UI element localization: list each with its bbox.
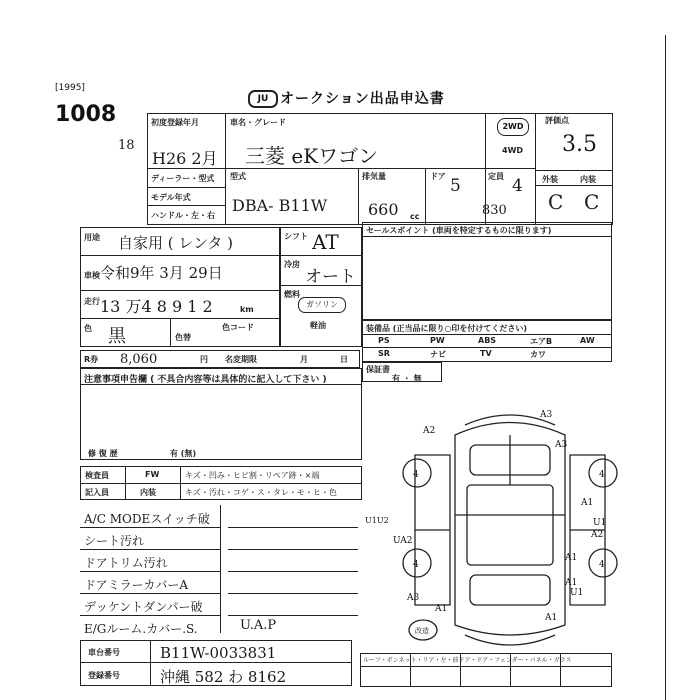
score-value: 3.5 <box>562 132 597 157</box>
recycle-month: 月 <box>300 355 308 364</box>
cc-unit: cc <box>410 212 420 221</box>
mileage-value: 13 万4 8 9 1 2 <box>100 297 213 316</box>
auction-logo: JU <box>248 90 278 108</box>
sales-point-label: セールスポイント (車両を特定するものに限ります) <box>366 226 552 235</box>
int-label: 内装 <box>580 175 596 184</box>
handle-label: ハンドル・左・右 <box>151 211 215 220</box>
year-code: [1995] <box>55 83 85 93</box>
equip-tv: TV <box>480 349 492 358</box>
mark-6: A2 <box>591 530 604 540</box>
type-value: DBA- B11W <box>232 196 328 215</box>
remark-right: U.A.P <box>240 618 277 633</box>
equip-sr: SR <box>378 349 390 358</box>
car-name: 三菱 eKワゴン <box>245 144 379 168</box>
check-row2: キズ・汚れ・コゲ・ス・タレ・モ・ヒ・色 <box>185 488 337 497</box>
tyre-fl: 4 <box>413 470 419 480</box>
color-change-label: 色替 <box>175 333 191 342</box>
repair-value: 有 (無) <box>170 449 197 458</box>
equipment-label: 装備品 (正当品に限り○印を付けてください) <box>366 324 528 333</box>
mileage-label: 走行 <box>84 297 100 306</box>
equip-leather: カワ <box>530 350 546 359</box>
mark-10: A1 <box>435 604 448 614</box>
mark-1: A2 <box>423 426 436 436</box>
remark-3: ドアトリム汚れ <box>84 556 168 570</box>
mark-9: A3 <box>407 593 420 603</box>
shift-value: AT <box>312 230 339 254</box>
dealer-label: ディーラー・型式 <box>151 174 215 183</box>
plate-value: 沖縄 582 わ 8162 <box>160 668 287 686</box>
aircon-value: オート <box>305 267 356 287</box>
check-row1: キズ・凹み・ヒビ割・リペア跡・×端 <box>185 471 320 480</box>
remark-1: A/C MODEスイッチ破 <box>84 512 210 526</box>
tyre-fr: 4 <box>599 470 605 480</box>
reg-label: 初度登録年月 <box>151 118 199 127</box>
shift-label: シフト <box>284 232 308 241</box>
type-label: 型式 <box>230 172 246 181</box>
mark-11: A1 <box>545 613 558 623</box>
seats-value: 4 <box>512 176 523 196</box>
aircon-label: 冷房 <box>284 260 300 269</box>
form-title: オークション出品申込書 <box>280 91 445 107</box>
mark-12: U1 <box>570 588 584 598</box>
seats-label: 定員 <box>488 172 504 181</box>
page-edge <box>665 35 666 700</box>
mark-5: U1 <box>593 518 607 528</box>
cc-label: 排気量 <box>362 172 386 181</box>
inspection-label: 車検 <box>84 271 100 280</box>
equip-abs: ABS <box>478 336 497 345</box>
equip-pw: PW <box>430 336 445 345</box>
chassis-value: B11W-0033831 <box>160 644 277 662</box>
equip-navi: ナビ <box>430 350 446 359</box>
inspector-label: 検査員 <box>85 471 109 480</box>
mark-3: A3 <box>555 440 568 450</box>
doors-label: ドア <box>430 172 446 181</box>
notes-label: 注意事項申告欄 ( 不具合内容等は具体的に記入して下さい ) <box>84 375 327 385</box>
remark-5: デッケントダンパー破 <box>84 600 203 614</box>
fw-label: FW <box>145 470 160 479</box>
side-label-1: U1U2 <box>365 516 389 525</box>
fuel-note: 軽油 <box>310 321 326 330</box>
car-diagram <box>365 405 625 655</box>
inspection-value: 令和9年 3月 29日 <box>100 264 223 282</box>
equip-aw: AW <box>580 336 595 345</box>
mark-8: A1 <box>565 578 578 588</box>
reg-value: H26 2月 <box>152 149 218 168</box>
interior-label: 内装 <box>140 488 156 497</box>
mark-7: A1 <box>565 553 578 563</box>
remark-6: E/Gルーム.カバー.S. <box>84 622 198 636</box>
day-note: 18 <box>118 138 135 153</box>
recycle-day: 日 <box>340 355 348 364</box>
fuel-value: ガソリン <box>298 297 346 313</box>
name-label: 車名・グレード <box>230 118 286 127</box>
plate-label: 登録番号 <box>88 671 120 680</box>
drive-2wd: 2WD <box>497 118 529 136</box>
lot-number: 1008 <box>55 102 117 127</box>
cert-value: 有 ・ 無 <box>392 374 422 383</box>
chassis-label: 車台番号 <box>88 648 120 657</box>
cc-value: 660 <box>368 200 399 219</box>
tyre-rr: 4 <box>599 560 605 570</box>
mark-2: A3 <box>540 410 553 420</box>
mark-4: A1 <box>581 498 594 508</box>
color-value: 黒 <box>108 326 126 347</box>
ext-value: C <box>548 190 564 214</box>
doors-value: 5 <box>450 176 461 196</box>
color-label: 色 <box>84 324 92 333</box>
drive-4wd: 4WD <box>502 146 524 155</box>
mark-13: UA2 <box>393 536 413 546</box>
recycle-unit: 円 <box>200 355 208 364</box>
usage-label: 用途 <box>84 233 100 242</box>
cert-label: 保証書 <box>366 365 390 374</box>
mileage-unit: km <box>240 305 254 314</box>
int-value: C <box>584 190 600 214</box>
score-label: 評価点 <box>545 116 569 125</box>
ext-label: 外装 <box>542 175 558 184</box>
writer-label: 記入員 <box>85 488 109 497</box>
equip-airbag: エアB <box>530 337 553 346</box>
fuel-label: 燃料 <box>284 290 300 299</box>
recycle-label: R券 <box>84 355 99 364</box>
tyre-rl: 4 <box>413 560 419 570</box>
weight-value: 830 <box>482 203 507 218</box>
color-code-label: 色コード <box>222 323 254 332</box>
recycle-value: 8,060 <box>120 352 158 367</box>
panel-table-header: ルーフ・ボンネット・リア・左・前ドア・ドア・フェンダー・パネル・ガラス <box>363 657 572 664</box>
stamp-text: 改造 <box>415 627 429 635</box>
model-year-label: モデル年式 <box>151 193 191 202</box>
remark-2: シート汚れ <box>84 534 145 548</box>
equip-ps: PS <box>378 336 390 345</box>
remark-4: ドアミラーカバーA <box>84 578 189 592</box>
usage-value: 自家用 ( レンタ ) <box>118 234 234 252</box>
repair-label: 修 復 歴 <box>88 449 118 458</box>
name-change-label: 名変期限 <box>225 355 257 364</box>
